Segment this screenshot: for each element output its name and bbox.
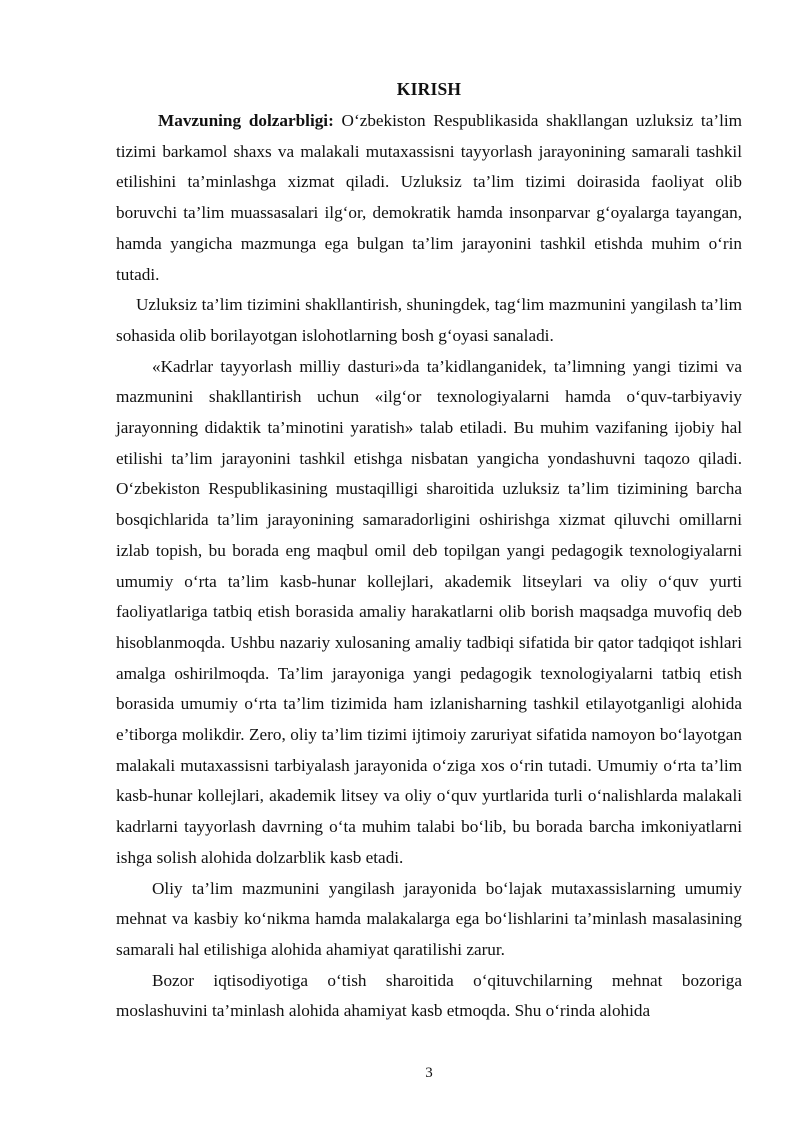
paragraph-5: Bozor iqtisodiyotiga o‘tish sharoitida o‘qituvchilarning mehnat bozoriga moslashuvini ta’minlash alohida ahamiyat kasb etmoqda. Shu o‘rinda alohida — [116, 970, 742, 1021]
section-title: KIRISH — [396, 79, 462, 99]
paragraph-lead: Mavzuning dolzarbligi: — [158, 111, 334, 130]
paragraph-3: «Kadrlar tayyorlash milliy dasturi»da ta’kidlanganidek, ta’limning yangi tizimi va mazmunini shakllantirish uchun «ilg‘or texnologiyalarni hamda o‘quv-tarbiyaviy jarayonning didaktik ta’minotini yaratish» talab etiladi. Bu muhim vazifaning ijobiy hal etilishi ta’lim jarayonini tashkil etishga nisbatan yangicha yondashuvni taqozo qiladi. O‘zbekiston Respublikasining mustaqilligi sharoitida uzluksiz ta’lim tizimining barcha bosqichlarida ta’lim jarayonining samaradorligini oshirishga xizmat qiluvchi omillarni izlab topish, bu borada eng maqbul omil deb topilgan yangi pedagogik texnologiyalarni umumiy o‘rta ta’lim kasb-hunar kollejlari, akademik litseylari va oliy o‘quv yurti faoliyatlariga tatbiq etish borasida amaliy harakatlarni olib borish maqsadga muvofiq deb hisoblanmoqda. Ushbu nazariy xulosaning amaliy tadbiqi sifatida bir qator tadqiqot ishlari amalga oshirilmoqda. Ta’lim jarayoniga yangi pedagogik texnologiyalarni tatbiq etish borasida umumiy o‘rta ta’lim tizimida ham izlanisharning tashkil etilayotganligi alohida e’tiborga molikdir. Zero, oliy ta’lim tizimi ijtimoiy zaruriyat sifatida namoyon bo‘layotgan malakali mutaxassisni tarbiyalash jarayonida o‘ziga xos o‘rin tutadi. Umumiy o‘rta ta’lim kasb-hunar kollejlari, akademik litsey va oliy o‘quv yurtlarida turli o‘nalishlarda malakali kadrlarni tayyorlash davrning o‘ta muhim talabi bo‘lib, bu borada barcha imkoniyatlarni ishga solish alohida dolzarblik kasb etadi. — [116, 356, 742, 867]
document-page — [116, 74, 742, 1027]
paragraph-text: O‘zbekiston Respublikasida shakllangan uzluksiz ta’lim tizimi barkamol shaxs va malakali mutaxassisni tayyorlash jarayonining samarali tashkil etilishini ta’minlashga xizmat qiladi. Uzluksiz ta’lim tizimi doirasida faoliyat olib boruvchi ta’lim muassasalari ilg‘or, demokratik hamda insonparvar g‘oyalarga tayangan, hamda yangicha mazmunga ega bulgan ta’lim jarayonini tashkil etishda muhim o‘rin tutadi. — [116, 111, 742, 284]
paragraph-1 — [116, 106, 742, 290]
paragraph-2: Uzluksiz ta’lim tizimini shakllantirish, shuningdek, tag‘lim mazmunini yangilash ta’lim sohasida olib borilayotgan islohotlarning bosh g‘oyasi sanaladi. — [116, 295, 742, 345]
page-number: 3 — [425, 1065, 433, 1081]
paragraph-4: Oliy ta’lim mazmunini yangilash jarayonida bo‘lajak mutaxassislarning umumiy mehnat va kasbiy ko‘nikma hamda malakalarga ega bo‘lishlarini ta’minlash masalasining samarali hal etilishiga alohida ahamiyat qaratilishi zarur. — [116, 878, 742, 959]
